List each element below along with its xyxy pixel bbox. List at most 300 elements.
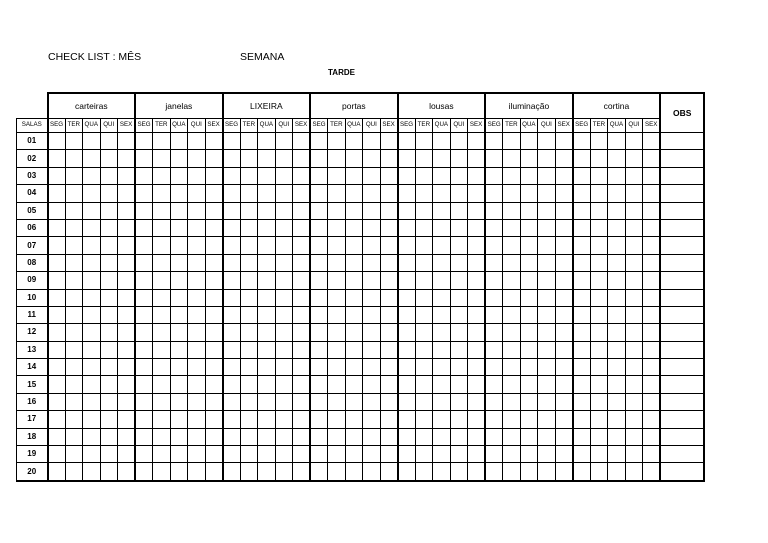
check-cell[interactable]	[118, 133, 136, 150]
check-cell[interactable]	[590, 341, 608, 358]
check-cell[interactable]	[590, 376, 608, 393]
check-cell[interactable]	[293, 237, 311, 254]
check-cell[interactable]	[153, 463, 171, 481]
check-cell[interactable]	[433, 428, 451, 445]
check-cell[interactable]	[398, 411, 416, 428]
check-cell[interactable]	[590, 411, 608, 428]
check-cell[interactable]	[83, 324, 101, 341]
check-cell[interactable]	[328, 463, 346, 481]
check-cell[interactable]	[363, 411, 381, 428]
check-cell[interactable]	[118, 202, 136, 219]
check-cell[interactable]	[503, 202, 521, 219]
check-cell[interactable]	[240, 359, 258, 376]
check-cell[interactable]	[275, 133, 293, 150]
check-cell[interactable]	[468, 237, 486, 254]
check-cell[interactable]	[555, 272, 573, 289]
check-cell[interactable]	[328, 289, 346, 306]
check-cell[interactable]	[118, 254, 136, 271]
check-cell[interactable]	[625, 359, 643, 376]
check-cell[interactable]	[65, 219, 83, 236]
check-cell[interactable]	[520, 446, 538, 463]
check-cell[interactable]	[555, 185, 573, 202]
check-cell[interactable]	[433, 185, 451, 202]
check-cell[interactable]	[520, 428, 538, 445]
check-cell[interactable]	[275, 411, 293, 428]
check-cell[interactable]	[188, 150, 206, 167]
check-cell[interactable]	[223, 463, 241, 481]
check-cell[interactable]	[258, 133, 276, 150]
check-cell[interactable]	[275, 202, 293, 219]
check-cell[interactable]	[153, 185, 171, 202]
check-cell[interactable]	[643, 254, 661, 271]
check-cell[interactable]	[608, 393, 626, 410]
check-cell[interactable]	[328, 219, 346, 236]
check-cell[interactable]	[415, 254, 433, 271]
check-cell[interactable]	[345, 237, 363, 254]
check-cell[interactable]	[293, 324, 311, 341]
check-cell[interactable]	[310, 428, 328, 445]
check-cell[interactable]	[170, 359, 188, 376]
check-cell[interactable]	[223, 254, 241, 271]
check-cell[interactable]	[118, 306, 136, 323]
check-cell[interactable]	[450, 359, 468, 376]
check-cell[interactable]	[468, 306, 486, 323]
check-cell[interactable]	[48, 237, 66, 254]
check-cell[interactable]	[65, 324, 83, 341]
check-cell[interactable]	[223, 428, 241, 445]
check-cell[interactable]	[555, 167, 573, 184]
obs-cell[interactable]	[660, 463, 704, 481]
check-cell[interactable]	[573, 202, 591, 219]
check-cell[interactable]	[258, 272, 276, 289]
check-cell[interactable]	[468, 376, 486, 393]
check-cell[interactable]	[345, 411, 363, 428]
check-cell[interactable]	[118, 428, 136, 445]
check-cell[interactable]	[433, 237, 451, 254]
check-cell[interactable]	[135, 272, 153, 289]
check-cell[interactable]	[555, 428, 573, 445]
check-cell[interactable]	[135, 133, 153, 150]
check-cell[interactable]	[135, 254, 153, 271]
check-cell[interactable]	[293, 272, 311, 289]
check-cell[interactable]	[380, 393, 398, 410]
check-cell[interactable]	[100, 289, 118, 306]
check-cell[interactable]	[205, 185, 223, 202]
check-cell[interactable]	[398, 324, 416, 341]
check-cell[interactable]	[83, 167, 101, 184]
check-cell[interactable]	[310, 167, 328, 184]
check-cell[interactable]	[468, 185, 486, 202]
check-cell[interactable]	[153, 359, 171, 376]
check-cell[interactable]	[485, 411, 503, 428]
check-cell[interactable]	[100, 272, 118, 289]
check-cell[interactable]	[275, 254, 293, 271]
check-cell[interactable]	[153, 219, 171, 236]
check-cell[interactable]	[625, 376, 643, 393]
check-cell[interactable]	[450, 254, 468, 271]
check-cell[interactable]	[83, 411, 101, 428]
check-cell[interactable]	[503, 393, 521, 410]
check-cell[interactable]	[205, 237, 223, 254]
check-cell[interactable]	[485, 272, 503, 289]
check-cell[interactable]	[485, 341, 503, 358]
check-cell[interactable]	[503, 428, 521, 445]
check-cell[interactable]	[118, 411, 136, 428]
check-cell[interactable]	[345, 254, 363, 271]
check-cell[interactable]	[625, 428, 643, 445]
check-cell[interactable]	[573, 289, 591, 306]
check-cell[interactable]	[503, 254, 521, 271]
check-cell[interactable]	[625, 393, 643, 410]
check-cell[interactable]	[153, 306, 171, 323]
check-cell[interactable]	[100, 306, 118, 323]
check-cell[interactable]	[170, 219, 188, 236]
check-cell[interactable]	[608, 202, 626, 219]
check-cell[interactable]	[153, 272, 171, 289]
check-cell[interactable]	[625, 167, 643, 184]
check-cell[interactable]	[450, 428, 468, 445]
check-cell[interactable]	[555, 359, 573, 376]
check-cell[interactable]	[608, 306, 626, 323]
check-cell[interactable]	[153, 446, 171, 463]
check-cell[interactable]	[328, 185, 346, 202]
check-cell[interactable]	[100, 133, 118, 150]
check-cell[interactable]	[485, 306, 503, 323]
check-cell[interactable]	[503, 237, 521, 254]
check-cell[interactable]	[223, 289, 241, 306]
check-cell[interactable]	[450, 237, 468, 254]
check-cell[interactable]	[573, 254, 591, 271]
check-cell[interactable]	[555, 133, 573, 150]
check-cell[interactable]	[83, 306, 101, 323]
check-cell[interactable]	[468, 428, 486, 445]
check-cell[interactable]	[240, 133, 258, 150]
check-cell[interactable]	[450, 185, 468, 202]
check-cell[interactable]	[380, 237, 398, 254]
check-cell[interactable]	[450, 219, 468, 236]
check-cell[interactable]	[188, 463, 206, 481]
check-cell[interactable]	[485, 202, 503, 219]
check-cell[interactable]	[573, 219, 591, 236]
check-cell[interactable]	[205, 376, 223, 393]
check-cell[interactable]	[258, 202, 276, 219]
check-cell[interactable]	[590, 237, 608, 254]
check-cell[interactable]	[363, 254, 381, 271]
check-cell[interactable]	[170, 133, 188, 150]
check-cell[interactable]	[433, 341, 451, 358]
check-cell[interactable]	[398, 167, 416, 184]
check-cell[interactable]	[293, 306, 311, 323]
check-cell[interactable]	[363, 393, 381, 410]
check-cell[interactable]	[153, 341, 171, 358]
check-cell[interactable]	[328, 167, 346, 184]
check-cell[interactable]	[48, 167, 66, 184]
check-cell[interactable]	[223, 306, 241, 323]
check-cell[interactable]	[240, 393, 258, 410]
check-cell[interactable]	[188, 219, 206, 236]
check-cell[interactable]	[538, 150, 556, 167]
check-cell[interactable]	[240, 324, 258, 341]
check-cell[interactable]	[608, 411, 626, 428]
check-cell[interactable]	[433, 272, 451, 289]
obs-cell[interactable]	[660, 376, 704, 393]
check-cell[interactable]	[205, 324, 223, 341]
check-cell[interactable]	[380, 324, 398, 341]
check-cell[interactable]	[293, 428, 311, 445]
check-cell[interactable]	[240, 376, 258, 393]
check-cell[interactable]	[170, 202, 188, 219]
check-cell[interactable]	[258, 219, 276, 236]
check-cell[interactable]	[363, 133, 381, 150]
check-cell[interactable]	[118, 289, 136, 306]
check-cell[interactable]	[275, 428, 293, 445]
check-cell[interactable]	[398, 254, 416, 271]
check-cell[interactable]	[485, 167, 503, 184]
check-cell[interactable]	[310, 150, 328, 167]
check-cell[interactable]	[590, 254, 608, 271]
check-cell[interactable]	[450, 167, 468, 184]
check-cell[interactable]	[450, 324, 468, 341]
check-cell[interactable]	[573, 272, 591, 289]
check-cell[interactable]	[65, 237, 83, 254]
check-cell[interactable]	[65, 376, 83, 393]
check-cell[interactable]	[223, 185, 241, 202]
check-cell[interactable]	[328, 202, 346, 219]
check-cell[interactable]	[205, 463, 223, 481]
check-cell[interactable]	[520, 306, 538, 323]
check-cell[interactable]	[608, 133, 626, 150]
check-cell[interactable]	[100, 359, 118, 376]
check-cell[interactable]	[153, 254, 171, 271]
check-cell[interactable]	[415, 463, 433, 481]
check-cell[interactable]	[573, 463, 591, 481]
check-cell[interactable]	[293, 411, 311, 428]
check-cell[interactable]	[48, 289, 66, 306]
check-cell[interactable]	[415, 219, 433, 236]
obs-cell[interactable]	[660, 133, 704, 150]
check-cell[interactable]	[118, 219, 136, 236]
check-cell[interactable]	[643, 359, 661, 376]
check-cell[interactable]	[538, 237, 556, 254]
check-cell[interactable]	[485, 446, 503, 463]
check-cell[interactable]	[520, 150, 538, 167]
check-cell[interactable]	[433, 359, 451, 376]
check-cell[interactable]	[100, 237, 118, 254]
check-cell[interactable]	[118, 463, 136, 481]
check-cell[interactable]	[520, 272, 538, 289]
obs-cell[interactable]	[660, 428, 704, 445]
check-cell[interactable]	[100, 411, 118, 428]
check-cell[interactable]	[170, 150, 188, 167]
check-cell[interactable]	[380, 185, 398, 202]
check-cell[interactable]	[345, 359, 363, 376]
check-cell[interactable]	[538, 272, 556, 289]
check-cell[interactable]	[118, 393, 136, 410]
check-cell[interactable]	[433, 254, 451, 271]
check-cell[interactable]	[538, 219, 556, 236]
check-cell[interactable]	[450, 202, 468, 219]
obs-cell[interactable]	[660, 185, 704, 202]
check-cell[interactable]	[83, 376, 101, 393]
check-cell[interactable]	[310, 219, 328, 236]
check-cell[interactable]	[433, 324, 451, 341]
check-cell[interactable]	[223, 133, 241, 150]
check-cell[interactable]	[590, 359, 608, 376]
check-cell[interactable]	[275, 376, 293, 393]
check-cell[interactable]	[345, 150, 363, 167]
check-cell[interactable]	[293, 376, 311, 393]
check-cell[interactable]	[240, 202, 258, 219]
check-cell[interactable]	[520, 463, 538, 481]
check-cell[interactable]	[415, 289, 433, 306]
check-cell[interactable]	[643, 306, 661, 323]
check-cell[interactable]	[520, 167, 538, 184]
check-cell[interactable]	[643, 185, 661, 202]
obs-cell[interactable]	[660, 219, 704, 236]
check-cell[interactable]	[363, 237, 381, 254]
check-cell[interactable]	[643, 376, 661, 393]
check-cell[interactable]	[468, 359, 486, 376]
check-cell[interactable]	[205, 341, 223, 358]
obs-cell[interactable]	[660, 289, 704, 306]
check-cell[interactable]	[590, 167, 608, 184]
check-cell[interactable]	[415, 393, 433, 410]
check-cell[interactable]	[310, 254, 328, 271]
check-cell[interactable]	[643, 446, 661, 463]
check-cell[interactable]	[538, 324, 556, 341]
check-cell[interactable]	[573, 428, 591, 445]
check-cell[interactable]	[485, 150, 503, 167]
check-cell[interactable]	[328, 150, 346, 167]
check-cell[interactable]	[555, 254, 573, 271]
check-cell[interactable]	[118, 150, 136, 167]
obs-cell[interactable]	[660, 341, 704, 358]
check-cell[interactable]	[450, 393, 468, 410]
check-cell[interactable]	[608, 289, 626, 306]
check-cell[interactable]	[293, 463, 311, 481]
check-cell[interactable]	[170, 237, 188, 254]
check-cell[interactable]	[625, 202, 643, 219]
check-cell[interactable]	[345, 341, 363, 358]
check-cell[interactable]	[608, 150, 626, 167]
check-cell[interactable]	[100, 254, 118, 271]
check-cell[interactable]	[643, 289, 661, 306]
check-cell[interactable]	[485, 359, 503, 376]
check-cell[interactable]	[258, 411, 276, 428]
check-cell[interactable]	[415, 237, 433, 254]
check-cell[interactable]	[503, 185, 521, 202]
check-cell[interactable]	[135, 411, 153, 428]
check-cell[interactable]	[65, 185, 83, 202]
check-cell[interactable]	[608, 359, 626, 376]
check-cell[interactable]	[345, 324, 363, 341]
check-cell[interactable]	[240, 428, 258, 445]
check-cell[interactable]	[380, 411, 398, 428]
check-cell[interactable]	[625, 324, 643, 341]
check-cell[interactable]	[608, 324, 626, 341]
check-cell[interactable]	[188, 167, 206, 184]
check-cell[interactable]	[135, 237, 153, 254]
check-cell[interactable]	[310, 306, 328, 323]
check-cell[interactable]	[433, 202, 451, 219]
check-cell[interactable]	[293, 150, 311, 167]
check-cell[interactable]	[608, 446, 626, 463]
check-cell[interactable]	[293, 341, 311, 358]
check-cell[interactable]	[608, 254, 626, 271]
check-cell[interactable]	[135, 306, 153, 323]
check-cell[interactable]	[485, 324, 503, 341]
check-cell[interactable]	[135, 150, 153, 167]
check-cell[interactable]	[398, 185, 416, 202]
check-cell[interactable]	[223, 167, 241, 184]
check-cell[interactable]	[398, 150, 416, 167]
check-cell[interactable]	[485, 237, 503, 254]
check-cell[interactable]	[380, 359, 398, 376]
check-cell[interactable]	[223, 411, 241, 428]
obs-cell[interactable]	[660, 393, 704, 410]
check-cell[interactable]	[608, 428, 626, 445]
check-cell[interactable]	[100, 393, 118, 410]
obs-cell[interactable]	[660, 237, 704, 254]
check-cell[interactable]	[415, 272, 433, 289]
check-cell[interactable]	[328, 359, 346, 376]
check-cell[interactable]	[485, 133, 503, 150]
check-cell[interactable]	[503, 341, 521, 358]
check-cell[interactable]	[555, 463, 573, 481]
check-cell[interactable]	[450, 411, 468, 428]
check-cell[interactable]	[520, 376, 538, 393]
check-cell[interactable]	[503, 133, 521, 150]
check-cell[interactable]	[135, 202, 153, 219]
check-cell[interactable]	[415, 411, 433, 428]
check-cell[interactable]	[48, 133, 66, 150]
check-cell[interactable]	[153, 393, 171, 410]
check-cell[interactable]	[433, 306, 451, 323]
check-cell[interactable]	[380, 272, 398, 289]
check-cell[interactable]	[188, 428, 206, 445]
check-cell[interactable]	[590, 150, 608, 167]
check-cell[interactable]	[153, 324, 171, 341]
check-cell[interactable]	[258, 185, 276, 202]
check-cell[interactable]	[450, 341, 468, 358]
check-cell[interactable]	[48, 376, 66, 393]
check-cell[interactable]	[380, 167, 398, 184]
check-cell[interactable]	[258, 167, 276, 184]
check-cell[interactable]	[398, 272, 416, 289]
check-cell[interactable]	[415, 185, 433, 202]
check-cell[interactable]	[65, 359, 83, 376]
check-cell[interactable]	[48, 446, 66, 463]
check-cell[interactable]	[538, 393, 556, 410]
check-cell[interactable]	[363, 341, 381, 358]
check-cell[interactable]	[83, 237, 101, 254]
check-cell[interactable]	[345, 133, 363, 150]
check-cell[interactable]	[433, 289, 451, 306]
check-cell[interactable]	[65, 428, 83, 445]
check-cell[interactable]	[608, 167, 626, 184]
check-cell[interactable]	[538, 446, 556, 463]
check-cell[interactable]	[48, 272, 66, 289]
check-cell[interactable]	[363, 150, 381, 167]
check-cell[interactable]	[135, 446, 153, 463]
check-cell[interactable]	[275, 185, 293, 202]
check-cell[interactable]	[590, 272, 608, 289]
check-cell[interactable]	[258, 393, 276, 410]
check-cell[interactable]	[293, 133, 311, 150]
check-cell[interactable]	[363, 446, 381, 463]
check-cell[interactable]	[328, 411, 346, 428]
check-cell[interactable]	[275, 219, 293, 236]
